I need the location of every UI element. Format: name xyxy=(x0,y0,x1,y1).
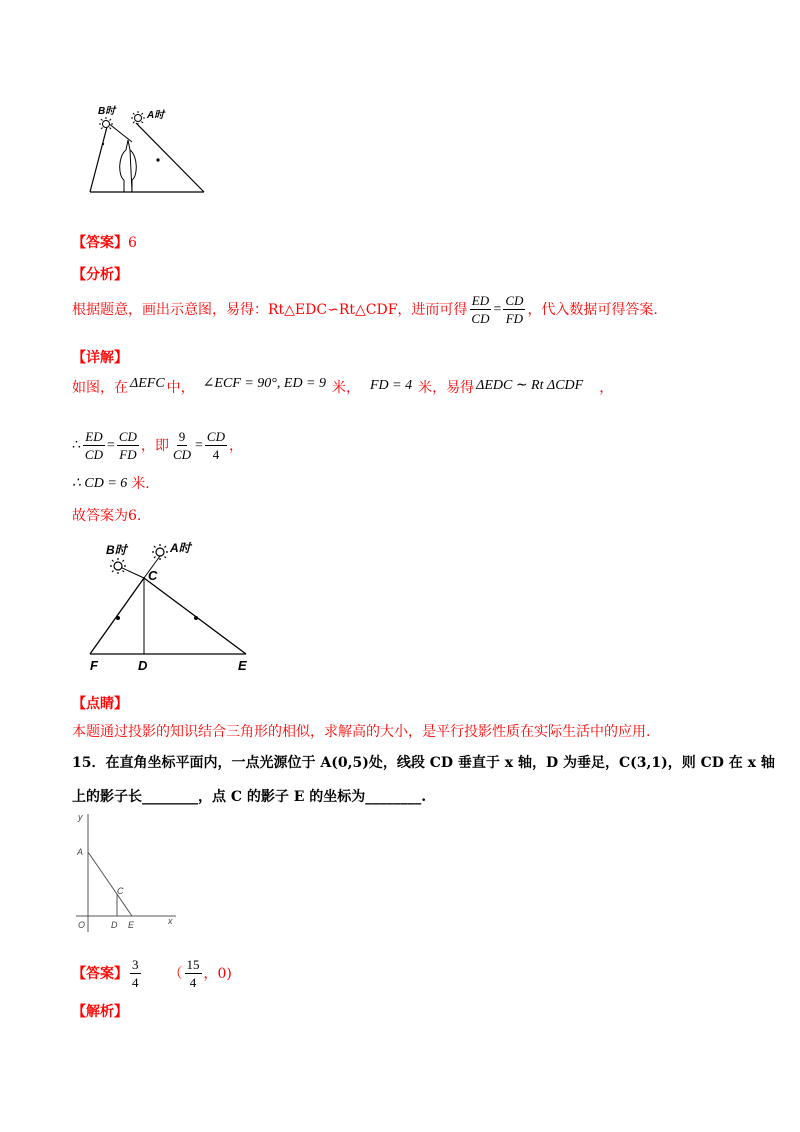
detail-line-1 xyxy=(72,378,613,398)
x-axis-label: x xyxy=(168,916,173,926)
detail-tag: 【详解】 xyxy=(72,350,128,366)
comment-tag: 【点睛】 xyxy=(72,696,128,712)
question-15-line-1: 15．在直角坐标平面内，一点光源位于 A(0,5)处，线段 CD 垂直于 x 轴，D 为垂足，C(3,1)，则 CD 在 x 轴 xyxy=(72,755,775,771)
detail-text: 中， xyxy=(166,380,195,396)
origin-label: O xyxy=(78,920,86,930)
point-e-label: E xyxy=(238,658,247,672)
fraction-numerator: CD xyxy=(118,429,137,444)
label-a-time: A时 xyxy=(170,541,191,555)
detail-text: ， xyxy=(599,380,614,396)
label-b-time: B时 xyxy=(106,543,127,557)
equals-sign: = xyxy=(106,437,115,453)
jiexi-tag: 【解析】 xyxy=(72,1004,128,1020)
fraction-denominator: CD xyxy=(84,447,103,462)
figure-tree-shadow-small xyxy=(86,104,210,196)
sun-a-icon xyxy=(131,111,145,125)
sun-b-icon xyxy=(110,558,126,574)
fraction-numerator: 9 xyxy=(178,429,186,444)
fraction-9-cd xyxy=(171,428,193,463)
coordinate-tail: ，0) xyxy=(203,965,232,982)
fraction-numerator: CD xyxy=(505,293,524,308)
label-a-time: A时 xyxy=(147,110,165,121)
therefore-symbol: ∴ xyxy=(72,437,81,453)
answer-14 xyxy=(72,233,137,253)
fraction-3-4 xyxy=(130,956,141,991)
point-c-label: C xyxy=(117,886,124,896)
detail-text: 米，易得 xyxy=(418,380,475,396)
fraction-denominator: 4 xyxy=(189,975,197,990)
comment-text: 本题通过投影的知识结合三角形的相似，求解高的大小，是平行投影性质在实际生活中的应用. xyxy=(72,724,651,740)
point-d-label: D xyxy=(111,920,118,930)
answer-tag: 答案 xyxy=(86,235,114,251)
fraction-denominator: CD xyxy=(172,447,192,462)
analysis-text xyxy=(72,292,658,327)
math-triangle-efc: ΔEFC xyxy=(130,376,165,391)
analysis-text-after: ，代入数据可得答案. xyxy=(527,301,658,318)
detail-conclusion: 故答案为6. xyxy=(72,508,142,524)
point-a-label: A xyxy=(77,847,84,857)
detail-line-2 xyxy=(72,428,243,463)
point-f-label: F xyxy=(90,658,98,672)
answer-tag: 【答案】 xyxy=(72,965,128,982)
answer-bracket-close: 】 xyxy=(114,235,128,251)
equals-sign: = xyxy=(493,301,502,317)
paren-open: （ xyxy=(168,965,183,982)
detail-line-3 xyxy=(72,474,150,494)
fraction-denominator: CD xyxy=(471,311,490,326)
answer-15 xyxy=(72,956,232,991)
analysis-text-before: 根据题意，画出示意图，易得：Rt△EDC∽Rt△CDF，进而可得 xyxy=(72,301,468,318)
answer-bracket-open: 【 xyxy=(72,235,86,251)
fraction-cd-4 xyxy=(205,428,227,463)
point-e-label: E xyxy=(128,920,135,930)
fraction-numerator: CD xyxy=(206,429,225,444)
fraction-denominator: FD xyxy=(505,311,524,326)
detail-text: 如图，在 xyxy=(72,380,128,396)
equals-sign: = xyxy=(195,437,203,453)
fraction-denominator: 4 xyxy=(132,975,139,990)
figure-triangle-efd xyxy=(82,538,262,672)
fraction-15-4 xyxy=(185,956,202,991)
figure-coordinate-plane xyxy=(70,808,182,936)
fraction-numerator: ED xyxy=(471,293,490,308)
math-angle-ecf: ∠ECF = 90°, ED = 9 xyxy=(202,376,326,391)
detail-text: 米， xyxy=(332,380,360,396)
sun-a-icon xyxy=(152,544,168,560)
answer-14-value: 6 xyxy=(128,235,137,251)
fraction-cd-fd xyxy=(117,428,139,463)
fraction-ed-cd xyxy=(469,292,491,327)
math-fd: FD = 4 xyxy=(370,378,413,393)
point-c-label: C xyxy=(148,568,158,583)
fraction-numerator: 15 xyxy=(186,957,200,972)
fraction-numerator: ED xyxy=(85,429,103,444)
math-similar-triangles: ΔEDC ∼ Rt ΔCDF xyxy=(476,378,584,393)
analysis-tag: 【分析】 xyxy=(72,267,128,283)
fraction-denominator: 4 xyxy=(212,447,220,462)
detail-text: ， xyxy=(228,437,243,454)
math-cd-equals-6: ∴ CD = 6 xyxy=(72,476,128,491)
point-d-label: D xyxy=(138,658,148,672)
label-b-time: B时 xyxy=(98,106,116,117)
question-15-line-2: 上的影子长________，点 C 的影子 E 的坐标为________. xyxy=(72,789,427,805)
fraction-cd-fd xyxy=(503,292,525,327)
detail-text: ，即 xyxy=(140,437,169,454)
detail-text: 米. xyxy=(131,476,150,492)
fraction-numerator: 3 xyxy=(132,957,139,972)
fraction-denominator: FD xyxy=(119,447,137,462)
fraction-ed-cd xyxy=(83,428,105,463)
y-axis-label: y xyxy=(78,812,83,822)
